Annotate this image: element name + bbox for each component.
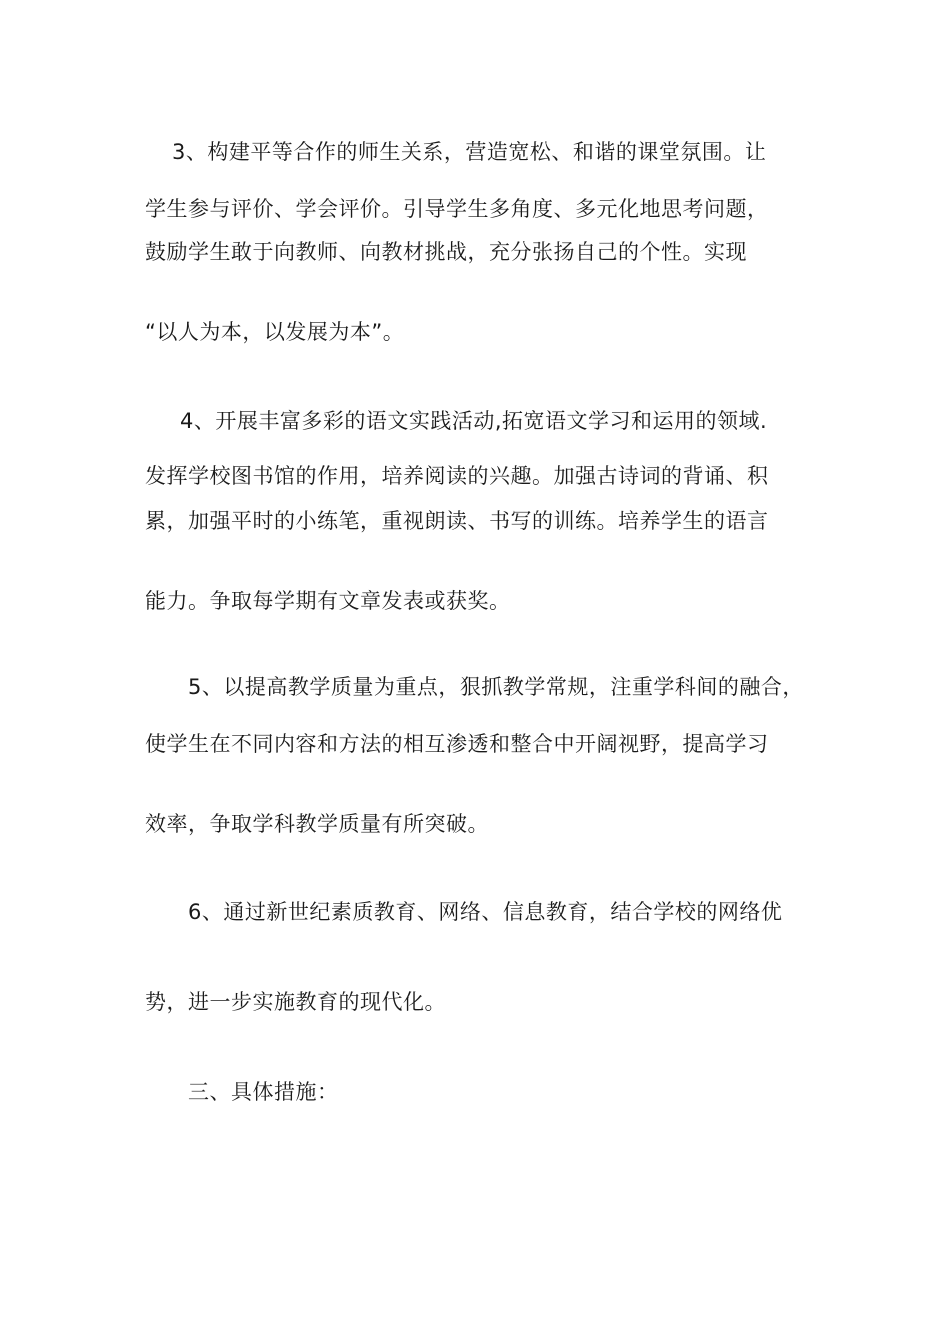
- paragraph-4-line-3: 累，加强平时的小练笔，重视朗读、书写的训练。培养学生的语言: [145, 509, 769, 533]
- paragraph-4-line-1: 4、开展丰富多彩的语文实践活动,拓宽语文学习和运用的领域.: [180, 409, 768, 433]
- paragraph-5-line-1: 5、以提高教学质量为重点，狠抓教学常规，注重学科间的融合，: [188, 675, 804, 699]
- paragraph-3-line-3: 鼓励学生敢于向教师、向教材挑战，充分张扬自己的个性。实现: [145, 240, 747, 264]
- paragraph-3-line-1: 3、构建平等合作的师生关系，营造宽松、和谐的课堂氛围。让: [172, 140, 767, 164]
- paragraph-4-line-2: 发挥学校图书馆的作用，培养阅读的兴趣。加强古诗词的背诵、积: [145, 464, 769, 488]
- paragraph-5-line-2: 使学生在不同内容和方法的相互渗透和整合中开阔视野，提高学习: [145, 732, 769, 756]
- section-heading: 三、具体措施：: [188, 1080, 339, 1104]
- paragraph-6-line-1: 6、通过新世纪素质教育、网络、信息教育，结合学校的网络优: [188, 900, 783, 924]
- paragraph-3-line-2: 学生参与评价、学会评价。引导学生多角度、多元化地思考问题，: [145, 197, 769, 221]
- paragraph-5-line-3: 效率，争取学科教学质量有所突破。: [145, 812, 489, 836]
- paragraph-6-line-2: 势，进一步实施教育的现代化。: [145, 990, 446, 1014]
- paragraph-4-line-4: 能力。争取每学期有文章发表或获奖。: [145, 589, 511, 613]
- paragraph-3-line-4: “以人为本，以发展为本”。: [145, 320, 405, 344]
